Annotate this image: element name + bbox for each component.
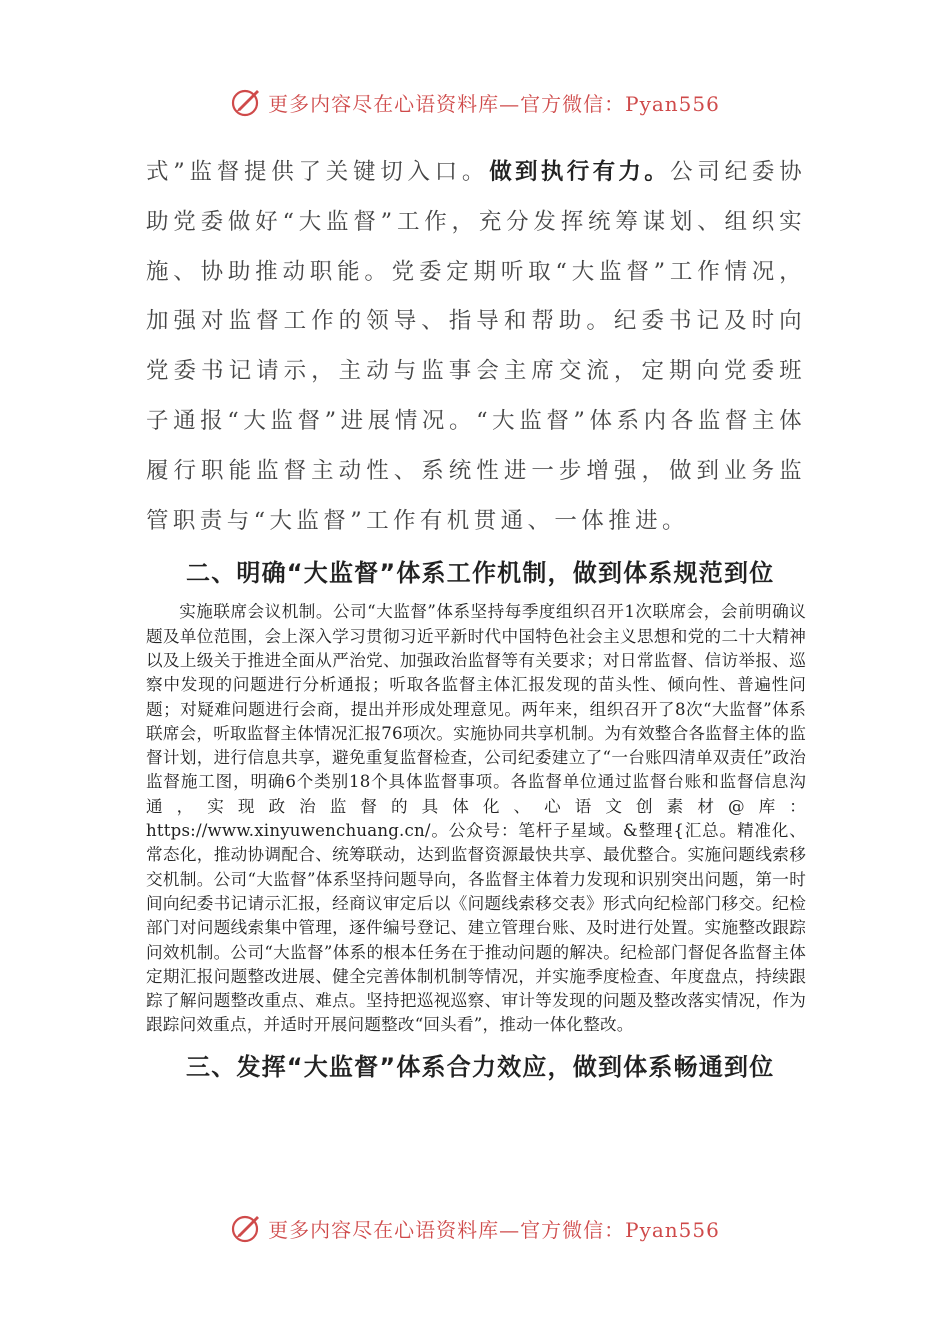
paragraph-text-after: 公司纪委协助党委做好“大监督”工作，充分发挥统筹谋划、组织实施、协助推动职能。党委定期听取“大监督”工作情况，加强对监督工作的领导、指导和帮助。纪委书记及时向党委书记请示，主动与监事会主席交流，定期向党委班子通报“大监督”进展情况。“大监督”体系内各监督主体履行职能监督主动性、系统性进一步增强，做到业务监管职责与“大监督”工作有机贯通、一体推进。: [146, 159, 806, 534]
document-body: [146, 148, 806, 1086]
watermark-text: 更多内容尽在心语资料库—官方微信：Pyan556: [268, 1217, 720, 1242]
watermark-text: 更多内容尽在心语资料库—官方微信：Pyan556: [268, 91, 720, 116]
paragraph-text-before: 式”监督提供了关键切入口。: [146, 159, 490, 185]
pen-nib-icon: [230, 85, 264, 119]
pen-nib-icon: [230, 1211, 264, 1245]
watermark-header: [0, 82, 950, 122]
paragraph-mechanisms: 实施联席会议机制。公司“大监督”体系坚持每季度组织召开1次联席会，会前明确议题及单位范围，会上深入学习贯彻习近平新时代中国特色社会主义思想和党的二十大精神以及上级关于推进全面从严治党、加强政治监督等有关要求；对日常监督、信访举报、巡察中发现的问题进行分析通报；听取各监督主体汇报发现的苗头性、倾向性、普遍性问题；对疑难问题进行会商，提出并形成处理意见。两年来，组织召开了8次“大监督”体系联席会，听取监督主体情况汇报76项次。实施协同共享机制。为有效整合各监督主体的监督计划，进行信息共享，避免重复监督检查，公司纪委建立了“一台账四清单双责任”政治监督施工图，明确6个类别18个具体监督事项。各监督单位通过监督台账和监督信息沟通，实现政治监督的具体化、心语文创素材@库：https://www.xinyuwenchuang.cn/。公众号：笔杆子星域。&整理{汇总。精准化、常态化，推动协调配合、统筹联动，达到监督资源最快共享、最优整合。实施问题线索移交机制。公司“大监督”体系坚持问题导向，各监督主体着力发现和识别突出问题，第一时间向纪委书记请示汇报，经商议审定后以《问题线索移交表》形式向纪检部门移交。纪检部门对问题线索集中管理，逐件编号登记、建立管理台账、及时进行处置。实施整改跟踪问效机制。公司“大监督”体系的根本任务在于推动问题的解决。纪检部门督促各监督主体定期汇报问题整改进展、健全完善体制机制等情况，并实施季度检查、年度盘点，持续跟踪了解问题整改重点、难点。坚持把巡视巡察、审计等发现的问题及整改落实情况，作为跟踪问效重点，并适时开展问题整改“回头看”，推动一体化整改。: [146, 602, 806, 1035]
section-heading-3: 三、发挥“大监督”体系合力效应，做到体系畅通到位: [186, 1052, 775, 1081]
watermark-footer: [0, 1208, 950, 1248]
paragraph-execution: [146, 148, 806, 546]
section-heading-2: 二、明确“大监督”体系工作机制，做到体系规范到位: [186, 559, 775, 588]
paragraph-bold-phrase: 做到执行有力。: [489, 159, 671, 185]
